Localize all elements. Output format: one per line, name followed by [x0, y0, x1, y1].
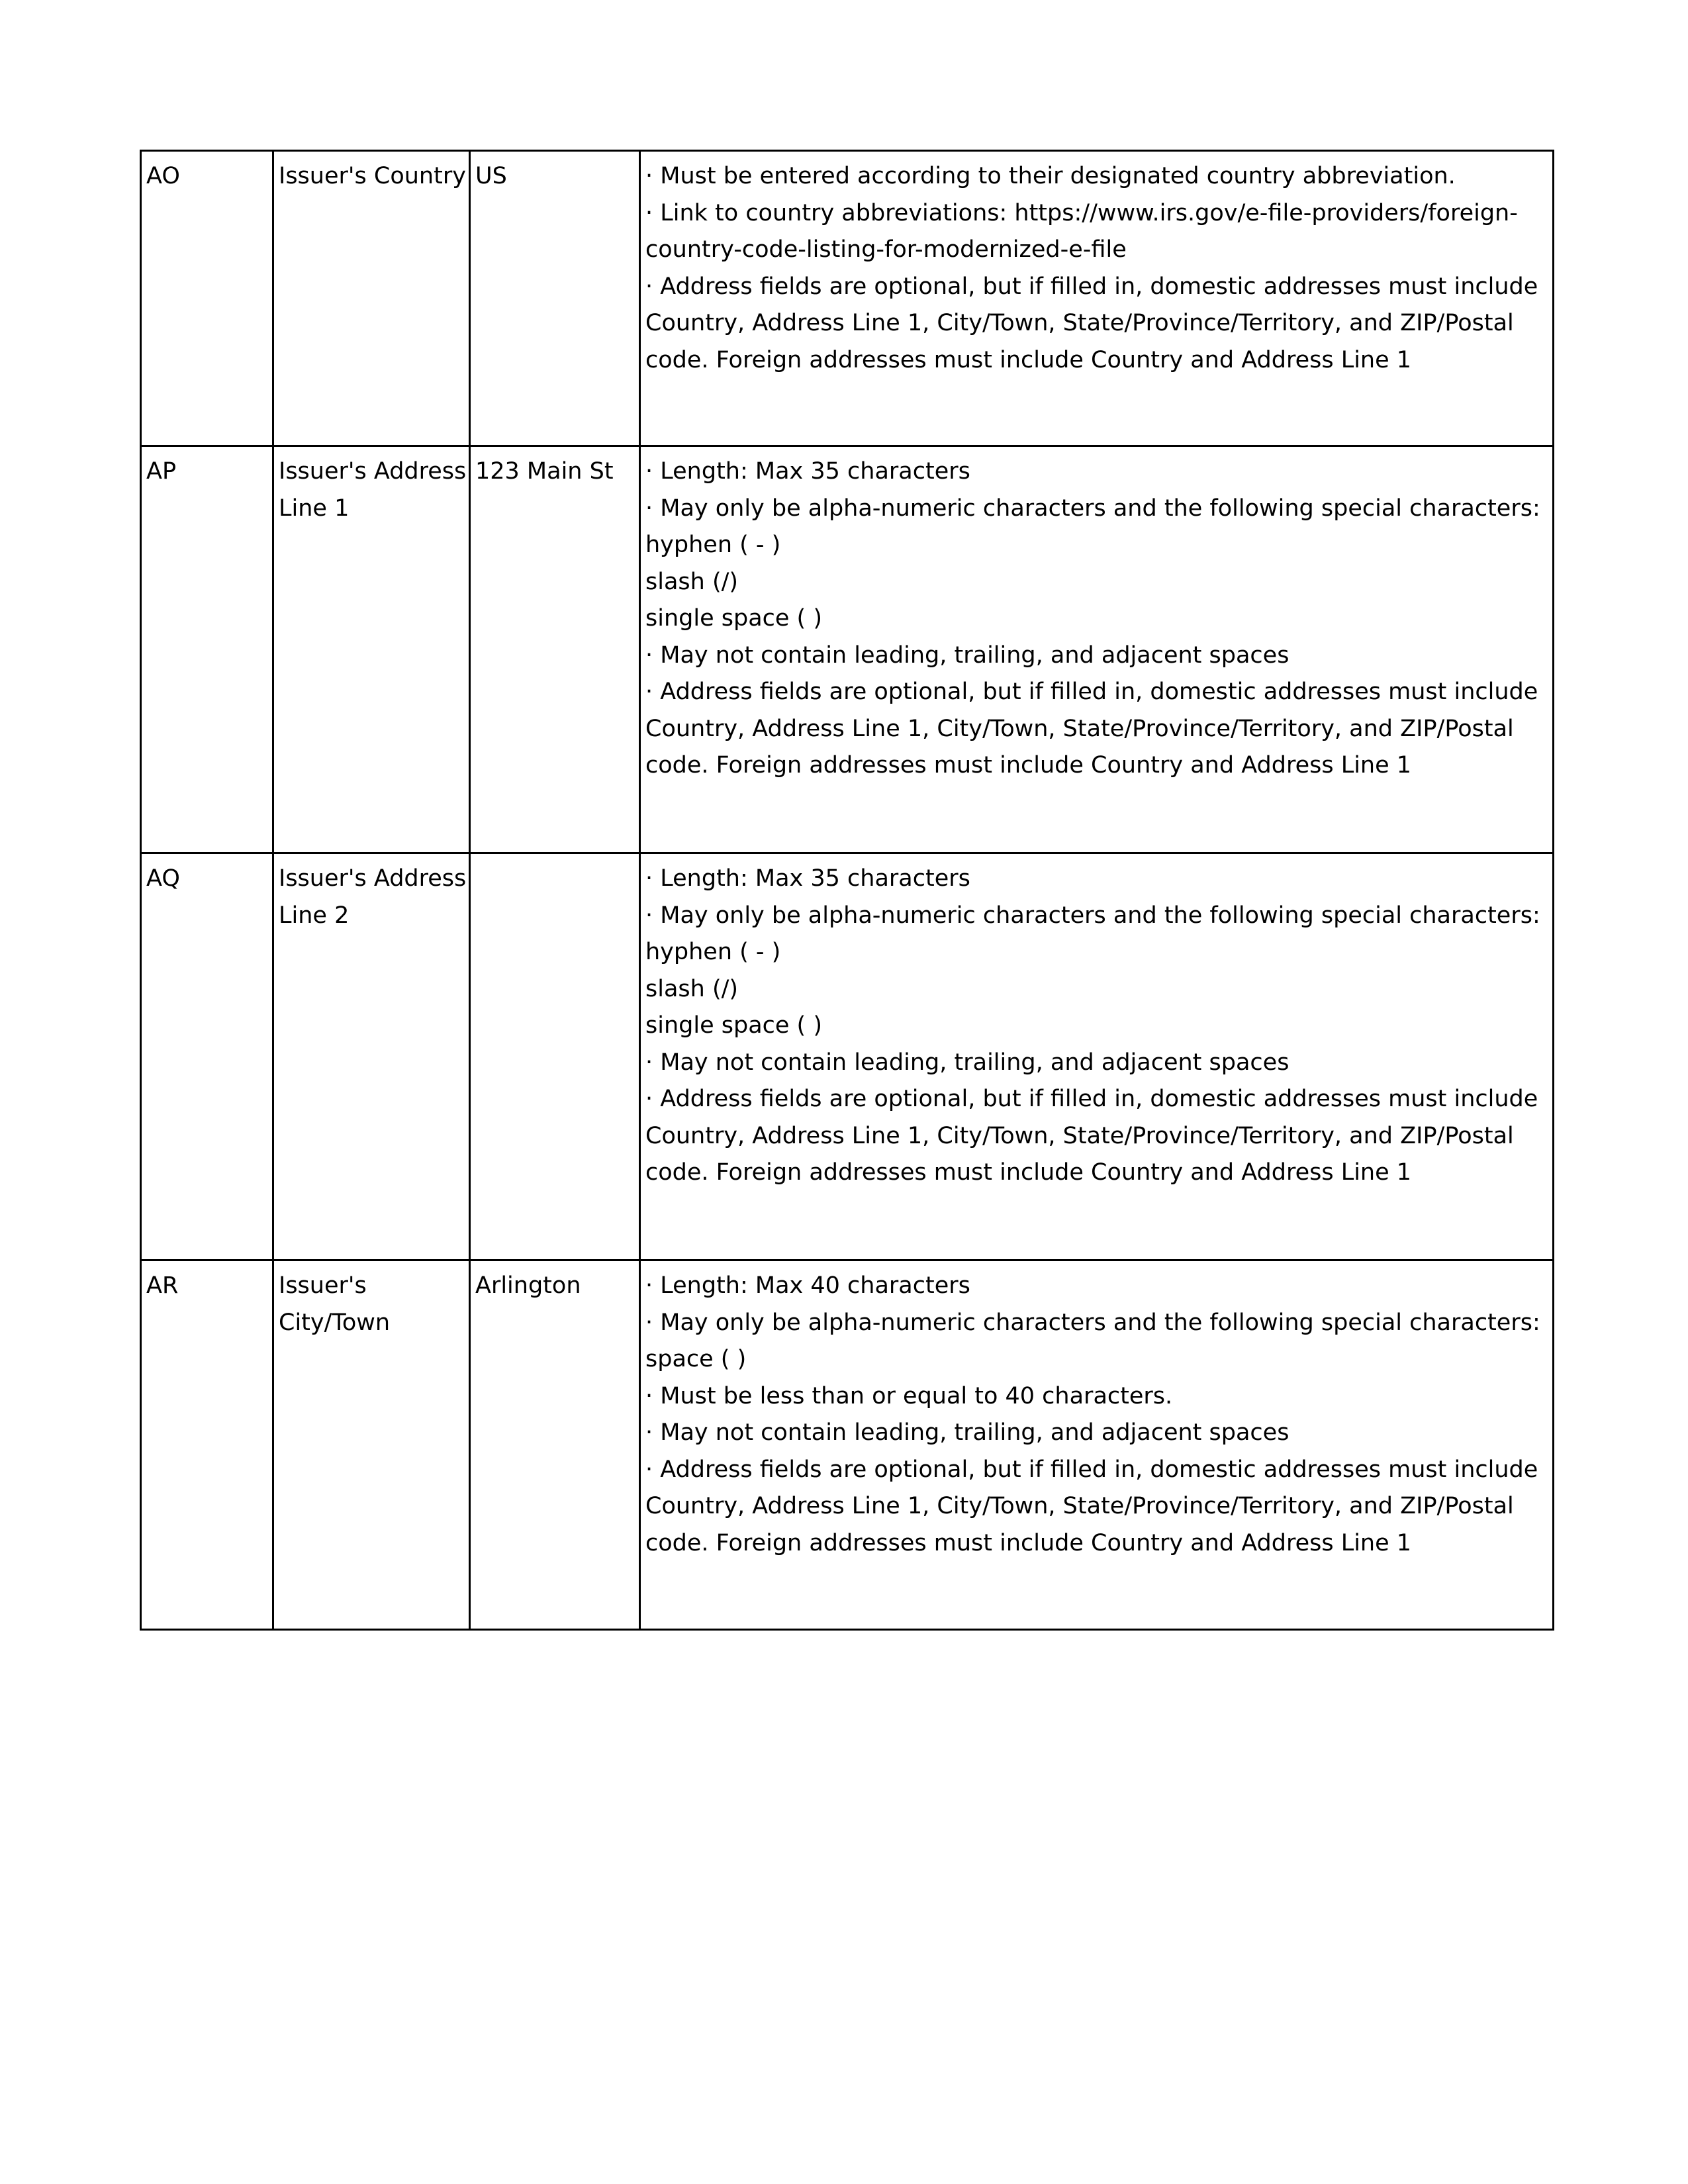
- example-value: US: [475, 163, 507, 189]
- example-value-cell: [470, 446, 640, 853]
- column-code-cell: [141, 151, 273, 446]
- rules-cell: [640, 1260, 1554, 1630]
- field-name-cell: [273, 446, 470, 853]
- field-name: Issuer's Address Line 1: [279, 458, 467, 522]
- rule-line: slash (/): [645, 975, 739, 1002]
- rule-line: · Must be entered according to their designated country abbreviation.: [645, 163, 1456, 189]
- example-value-cell: [470, 853, 640, 1260]
- column-code: AQ: [146, 865, 180, 892]
- table-row: [141, 853, 1554, 1260]
- rule-line: · May only be alpha-numeric characters and the following special characters:: [645, 1309, 1540, 1336]
- field-name-cell: [273, 853, 470, 1260]
- rule-line: space ( ): [645, 1346, 747, 1372]
- rule-line: · Address fields are optional, but if filled in, domestic addresses must include Country, Address Line 1, City/Town, State/Province/Territory, and ZIP/Postal code. Foreign addresses must include Country and Address Line 1: [645, 1456, 1546, 1556]
- rule-line: · Address fields are optional, but if filled in, domestic addresses must include Country, Address Line 1, City/Town, State/Province/Territory, and ZIP/Postal code. Foreign addresses must include Country and Address Line 1: [645, 273, 1546, 373]
- rule-line: · May only be alpha-numeric characters and the following special characters:: [645, 495, 1540, 522]
- rule-line: · Link to country abbreviations: https://www.irs.gov/e-file-providers/foreign-country-code-listing-for-modernized-e-file: [645, 199, 1518, 263]
- field-name: Issuer's Address Line 2: [279, 865, 467, 929]
- field-name-cell: [273, 151, 470, 446]
- column-code: AR: [146, 1272, 179, 1299]
- field-name: Issuer's Country: [279, 163, 466, 189]
- rules-cell: [640, 151, 1554, 446]
- rule-line: slash (/): [645, 568, 739, 595]
- rule-line: · Length: Max 40 characters: [645, 1272, 970, 1299]
- example-value: 123 Main St: [475, 458, 614, 485]
- rule-line: single space ( ): [645, 1012, 822, 1039]
- rule-line: · Length: Max 35 characters: [645, 865, 970, 892]
- example-value: Arlington: [475, 1272, 581, 1299]
- rule-line: · Address fields are optional, but if filled in, domestic addresses must include Country, Address Line 1, City/Town, State/Province/Territory, and ZIP/Postal code. Foreign addresses must include Country and Address Line 1: [645, 679, 1546, 779]
- field-name: Issuer's City/Town: [279, 1272, 391, 1336]
- rule-line: · Address fields are optional, but if filled in, domestic addresses must include Country, Address Line 1, City/Town, State/Province/Territory, and ZIP/Postal code. Foreign addresses must include Country and Address Line 1: [645, 1086, 1546, 1186]
- rule-line: · Length: Max 35 characters: [645, 458, 970, 485]
- table-row: [141, 446, 1554, 853]
- example-value-cell: [470, 151, 640, 446]
- column-code-cell: [141, 1260, 273, 1630]
- rule-line: · May not contain leading, trailing, and adjacent spaces: [645, 1419, 1289, 1446]
- table-row: [141, 1260, 1554, 1630]
- field-spec-table: [140, 150, 1554, 1631]
- rule-line: hyphen ( - ): [645, 532, 781, 558]
- rules-cell: [640, 446, 1554, 853]
- column-code-cell: [141, 446, 273, 853]
- rule-line: · May only be alpha-numeric characters and the following special characters:: [645, 902, 1540, 929]
- table-row: [141, 151, 1554, 446]
- rule-line: · May not contain leading, trailing, and adjacent spaces: [645, 1049, 1289, 1076]
- column-code: AP: [146, 458, 177, 485]
- field-name-cell: [273, 1260, 470, 1630]
- example-value-cell: [470, 1260, 640, 1630]
- rules-cell: [640, 853, 1554, 1260]
- column-code: AO: [146, 163, 180, 189]
- rule-line: · Must be less than or equal to 40 characters.: [645, 1382, 1173, 1409]
- rule-line: single space ( ): [645, 605, 822, 632]
- column-code-cell: [141, 853, 273, 1260]
- rule-line: · May not contain leading, trailing, and adjacent spaces: [645, 641, 1289, 669]
- rule-line: hyphen ( - ): [645, 939, 781, 965]
